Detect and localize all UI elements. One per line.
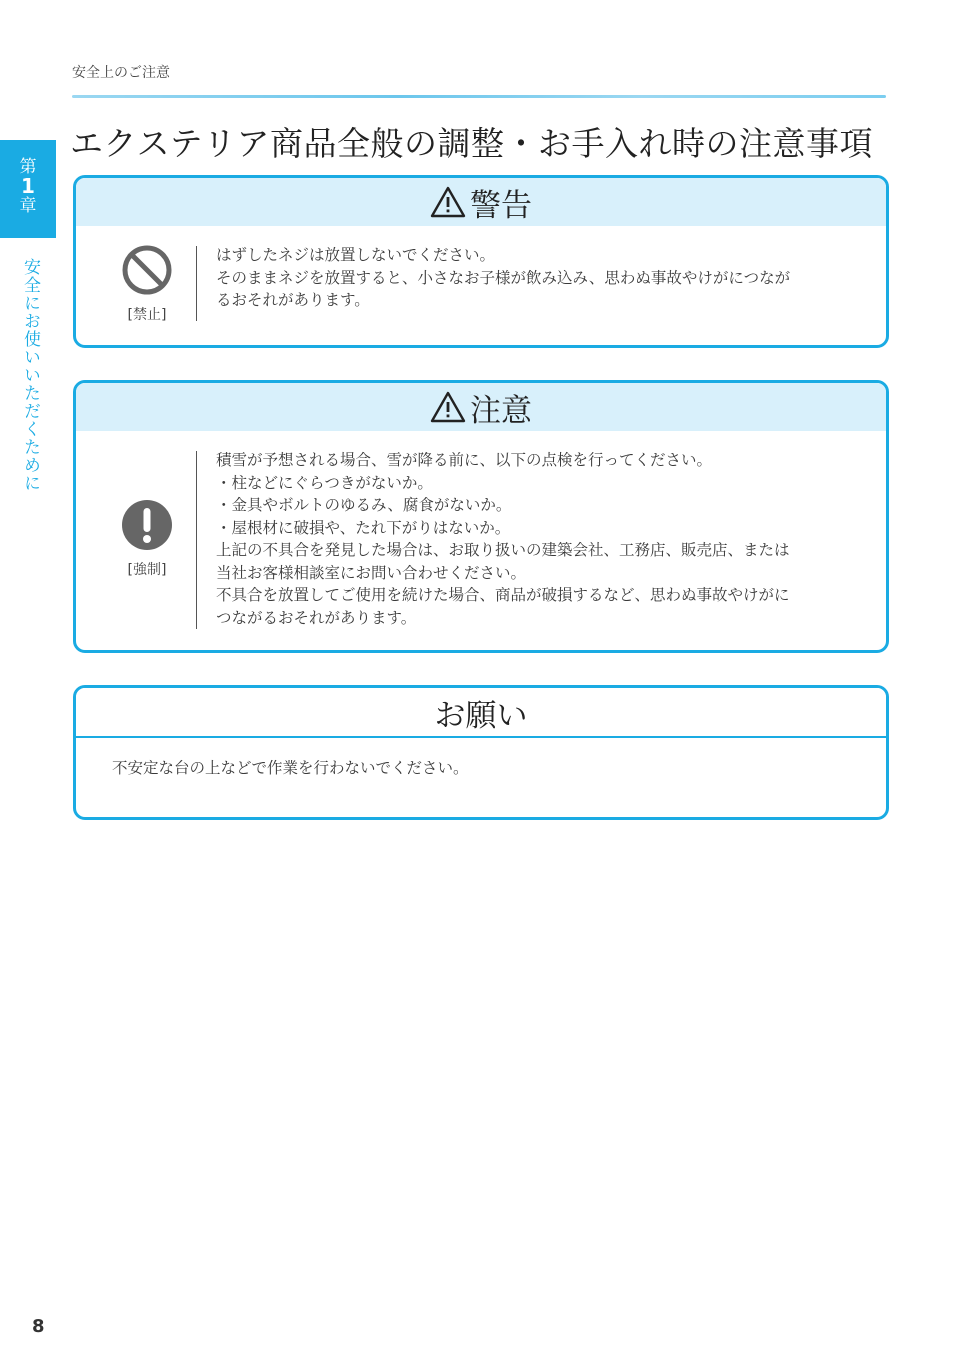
caution-line: 不具合を放置してご使用を続けた場合、商品が破損するなど、思わぬ事故やけがに: [216, 586, 790, 604]
caution-line: ・屋根材に破損や、たれ下がりはないか。: [216, 518, 511, 537]
warning-body: [76, 226, 886, 345]
side-section-label: 安全にお使いいただくために: [20, 258, 40, 492]
mandatory-icon-group: [116, 499, 178, 579]
caution-line: 積雪が予想される場合、雪が降る前に、以下の点検を行ってください。: [216, 451, 713, 469]
section-label: 安全上のご注意: [72, 65, 170, 81]
caution-box: [73, 380, 889, 653]
chapter-number: 1: [21, 174, 35, 198]
header-rule: [72, 95, 886, 98]
chapter-suffix: 章: [19, 196, 37, 216]
caution-heading: 注意: [470, 392, 532, 429]
warning-line: はずしたネジは放置しないでください。: [216, 246, 496, 264]
chapter-tab: [0, 140, 56, 238]
caution-line: 上記の不具合を発見した場合は、お取り扱いの建築会社、工務店、販売店、または: [216, 541, 790, 559]
caution-line: ・金具やボルトのゆるみ、腐食がないか。: [216, 496, 512, 514]
caution-text: [216, 449, 858, 629]
caution-divider: [196, 451, 197, 629]
request-heading: お願い: [434, 697, 528, 734]
request-box: [73, 685, 889, 820]
exclamation-icon: [121, 536, 173, 555]
warning-line: るおそれがあります。: [216, 291, 370, 309]
caution-line: 当社お客様相談室にお問い合わせください。: [216, 563, 527, 582]
request-text: 不安定な台の上などで作業を行わないでください。: [112, 759, 469, 777]
request-body: [76, 738, 886, 817]
caution-line: ・柱などにぐらつきがないか。: [216, 473, 433, 492]
mandatory-caption: [強制]: [127, 562, 167, 578]
caution-body: [76, 431, 886, 650]
prohibited-icon: [121, 281, 173, 300]
prohibited-icon-group: [116, 244, 178, 324]
warning-text: [216, 244, 858, 312]
warning-line: そのままネジを放置すると、小さなお子様が飲み込み、思わぬ事故やけがにつなが: [216, 268, 791, 287]
warning-box: [73, 175, 889, 348]
warning-triangle-icon: [430, 186, 466, 218]
warning-header: [76, 178, 886, 226]
chapter-prefix: 第: [19, 157, 37, 177]
request-header: [76, 688, 886, 738]
caution-header: [76, 383, 886, 431]
caution-line: つながるおそれがあります。: [216, 608, 417, 627]
prohibited-caption: [禁止]: [127, 307, 167, 323]
page-number: 8: [32, 1316, 45, 1337]
warning-triangle-icon: [430, 391, 466, 423]
warning-divider: [196, 246, 197, 321]
page-title: エクステリア商品全般の調整・お手入れ時の注意事項: [70, 124, 874, 163]
warning-heading: 警告: [470, 187, 532, 224]
